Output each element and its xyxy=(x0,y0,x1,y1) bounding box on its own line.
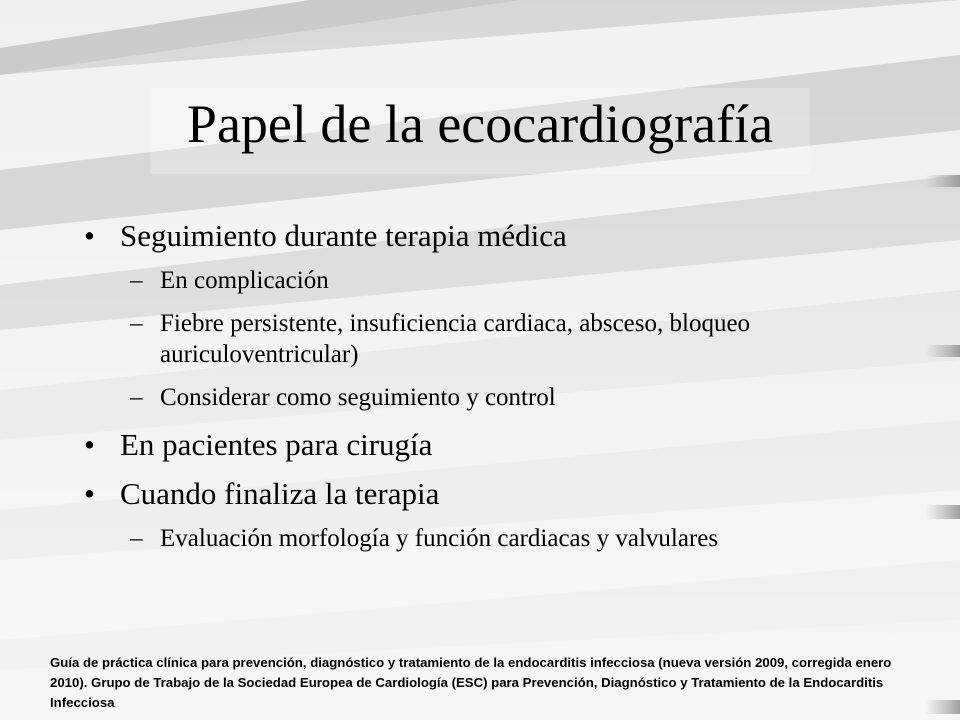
bullet-icon: • xyxy=(84,476,95,511)
sub-list-item-text: Evaluación morfología y función cardiacas y valvulares xyxy=(160,525,719,552)
list-item-text: En pacientes para cirugía xyxy=(120,427,433,462)
sub-list-item-text: En complicación xyxy=(160,267,329,294)
sub-list-item-text: Considerar como seguimiento y control xyxy=(160,384,556,411)
bullet-list xyxy=(82,216,902,566)
sub-list-item xyxy=(82,265,902,296)
sub-list-item xyxy=(82,523,902,554)
bullet-icon: • xyxy=(84,427,95,462)
list-item xyxy=(82,216,902,256)
bullet-icon: • xyxy=(84,218,95,253)
slide-title: Papel de la ecocardiografía xyxy=(186,94,774,154)
list-item-text: Cuando finaliza la terapia xyxy=(120,476,440,511)
dash-icon: – xyxy=(130,267,143,294)
sub-list-item xyxy=(82,308,902,370)
list-item xyxy=(82,425,902,465)
dash-icon: – xyxy=(130,310,143,337)
dash-icon: – xyxy=(130,384,143,411)
sub-list-item-text: Fiebre persistente, insuficiencia cardiaca, absceso, bloqueo auriculoventricular) xyxy=(160,310,751,368)
list-item-text: Seguimiento durante terapia médica xyxy=(120,218,567,253)
sub-list-item xyxy=(82,382,902,413)
reference-footnote: Guía de práctica clínica para prevención, diagnóstico y tratamiento de la endocarditis infecciosa (nueva versión 2009, corregida enero 2010). Grupo de Trabajo de la Sociedad Europea de Cardiología (ESC) para Prevención, Diagnóstico y Tratamiento de la Endocarditis Infecciosa xyxy=(50,655,892,710)
list-item xyxy=(82,474,902,514)
dash-icon: – xyxy=(130,525,143,552)
